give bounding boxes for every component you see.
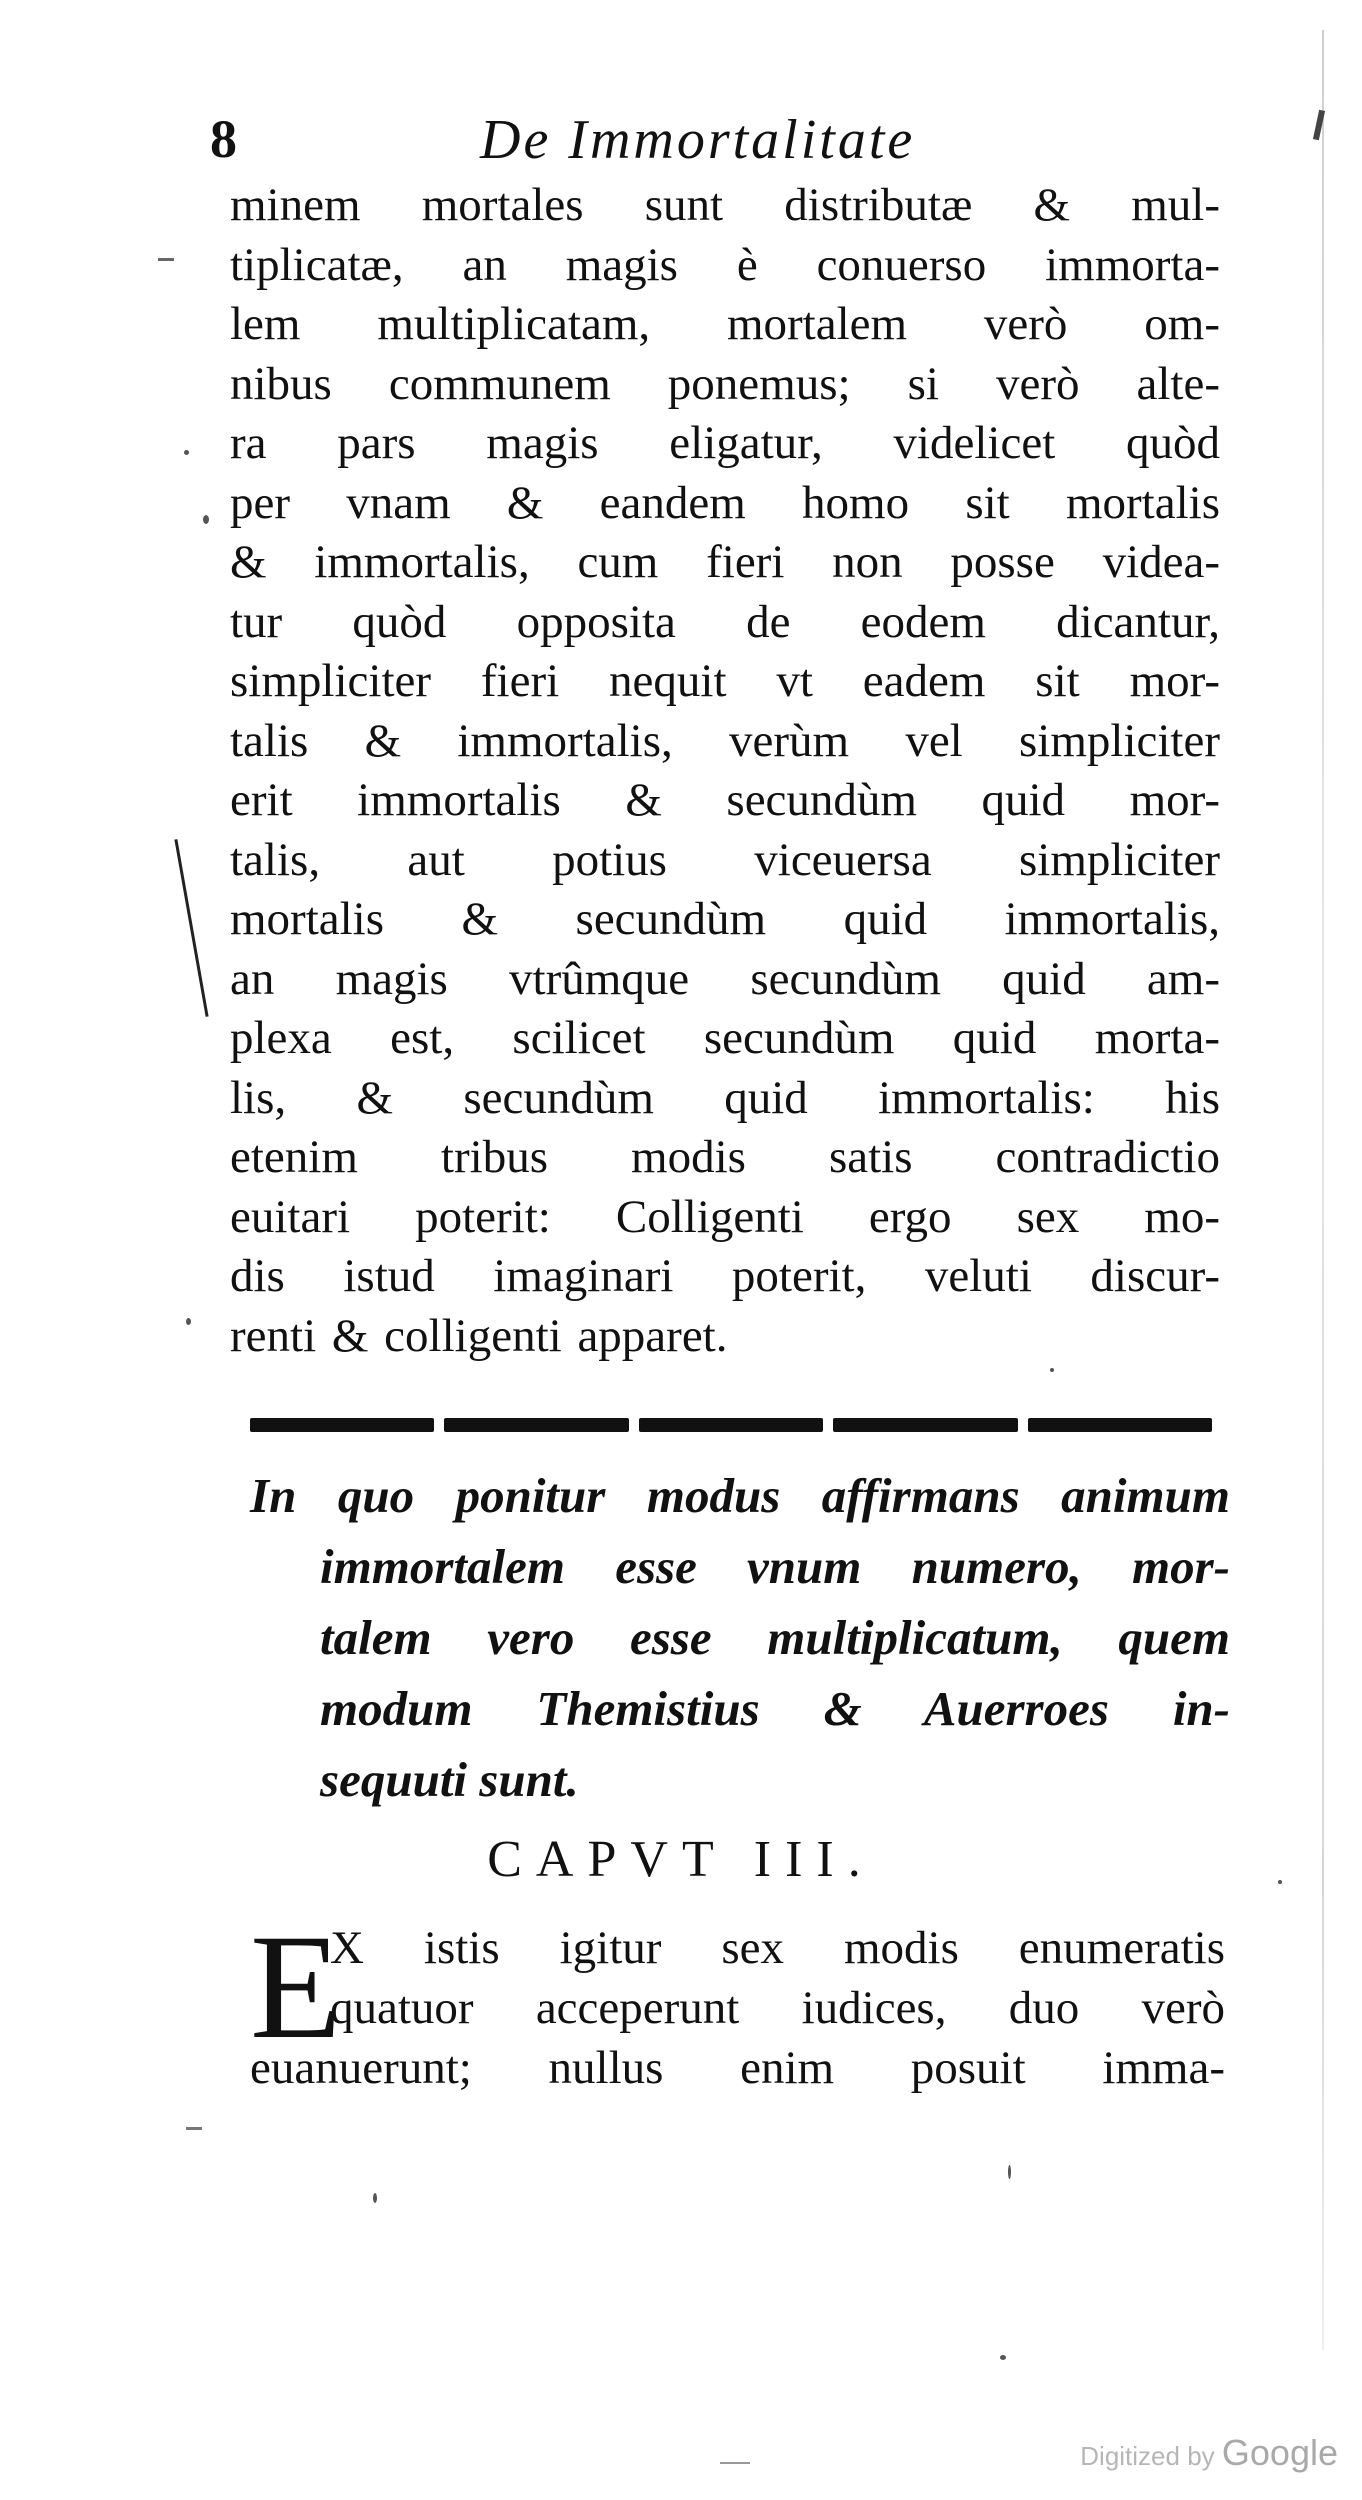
scan-speck <box>1008 2165 1011 2179</box>
margin-dash-mark <box>186 2127 202 2130</box>
chapter-title: CAPVT III. <box>487 1831 875 1888</box>
text-line: nibus communem ponemus; si verò alte- <box>230 357 1220 410</box>
scan-speck <box>203 515 209 524</box>
digitization-watermark <box>1080 2432 1338 2474</box>
scan-speck <box>1000 2355 1006 2360</box>
text-line: an magis vtrûmque secundùm quid am- <box>230 952 1220 1005</box>
page-header <box>210 108 1210 178</box>
text-line: renti & colligenti apparet. <box>230 1309 728 1362</box>
heading-line: sequuti sunt. <box>320 1752 579 1807</box>
watermark-prefix: Digitized by <box>1080 2441 1215 2471</box>
watermark-brand: Google <box>1221 2432 1338 2473</box>
text-line: tur quòd opposita de eodem dicantur, <box>230 595 1220 648</box>
text-line: erit immortalis & secundùm quid mor- <box>230 774 1220 826</box>
body-text <box>230 176 1220 1366</box>
text-line: talis, aut potius viceuersa simpliciter <box>230 833 1220 886</box>
rule-segment <box>250 1418 434 1432</box>
text-line: simpliciter fieri nequit vt eadem sit mor- <box>230 655 1220 707</box>
text-line: euitari poterit: Colligenti ergo sex mo- <box>230 1190 1220 1243</box>
scan-speck <box>1050 1368 1054 1372</box>
heading-line: talem vero esse multiplicatum, quem <box>320 1610 1230 1665</box>
text-line: & immortalis, cum fieri non posse videa- <box>230 536 1220 588</box>
scan-speck <box>720 2462 750 2464</box>
text-line: quatuor acceperunt iudices, duo verò <box>330 1982 1225 2034</box>
scan-speck <box>184 450 189 455</box>
heading-line: immortalem esse vnum numero, mor- <box>320 1539 1230 1594</box>
text-line: euanuerunt; nullus enim posuit imma- <box>250 2042 1225 2094</box>
chapter-opening <box>250 1904 1225 2118</box>
text-line: talis & immortalis, verùm vel simpliciter <box>230 714 1220 767</box>
scan-speck <box>373 2193 377 2203</box>
running-title: De Immortalitate <box>480 109 916 171</box>
text-line: plexa est, scilicet secundùm quid morta- <box>230 1012 1220 1064</box>
text-line: etenim tribus modis satis contradictio <box>230 1131 1220 1183</box>
rule-segment <box>444 1418 628 1432</box>
page-number: 8 <box>210 109 237 169</box>
section-divider-rule <box>250 1418 1212 1432</box>
text-line: tiplicatæ, an magis è conuerso immorta- <box>230 238 1220 291</box>
opening-text <box>250 1904 1225 2098</box>
text-line: minem mortales sunt distributæ & mul- <box>230 179 1220 231</box>
heading-line: modum Themistius & Auerroes in- <box>320 1681 1230 1736</box>
rule-segment <box>833 1418 1017 1432</box>
page-edge-line <box>1322 30 1324 2350</box>
rule-segment <box>639 1418 823 1432</box>
text-line: ra pars magis eligatur, videlicet quòd <box>230 417 1220 469</box>
text-line: mortalis & secundùm quid immortalis, <box>230 893 1220 945</box>
drop-cap: E <box>250 1904 342 2070</box>
text-line: dis istud imaginari poterit, veluti discur- <box>230 1250 1220 1302</box>
scan-speck <box>1278 1880 1282 1884</box>
text-line: X istis igitur sex modis enumeratis <box>330 1922 1225 1974</box>
text-line: lis, & secundùm quid immortalis: his <box>230 1071 1220 1124</box>
chapter-heading <box>250 1460 1230 1815</box>
scan-speck <box>186 1318 191 1325</box>
margin-bracket-mark <box>174 839 208 1017</box>
heading-line: In quo ponitur modus affirmans animum <box>250 1468 1230 1523</box>
text-line: per vnam & eandem homo sit mortalis <box>230 476 1220 529</box>
rule-segment <box>1028 1418 1212 1432</box>
margin-dash-mark <box>158 258 174 261</box>
text-line: lem multiplicatam, mortalem verò om- <box>230 298 1220 350</box>
